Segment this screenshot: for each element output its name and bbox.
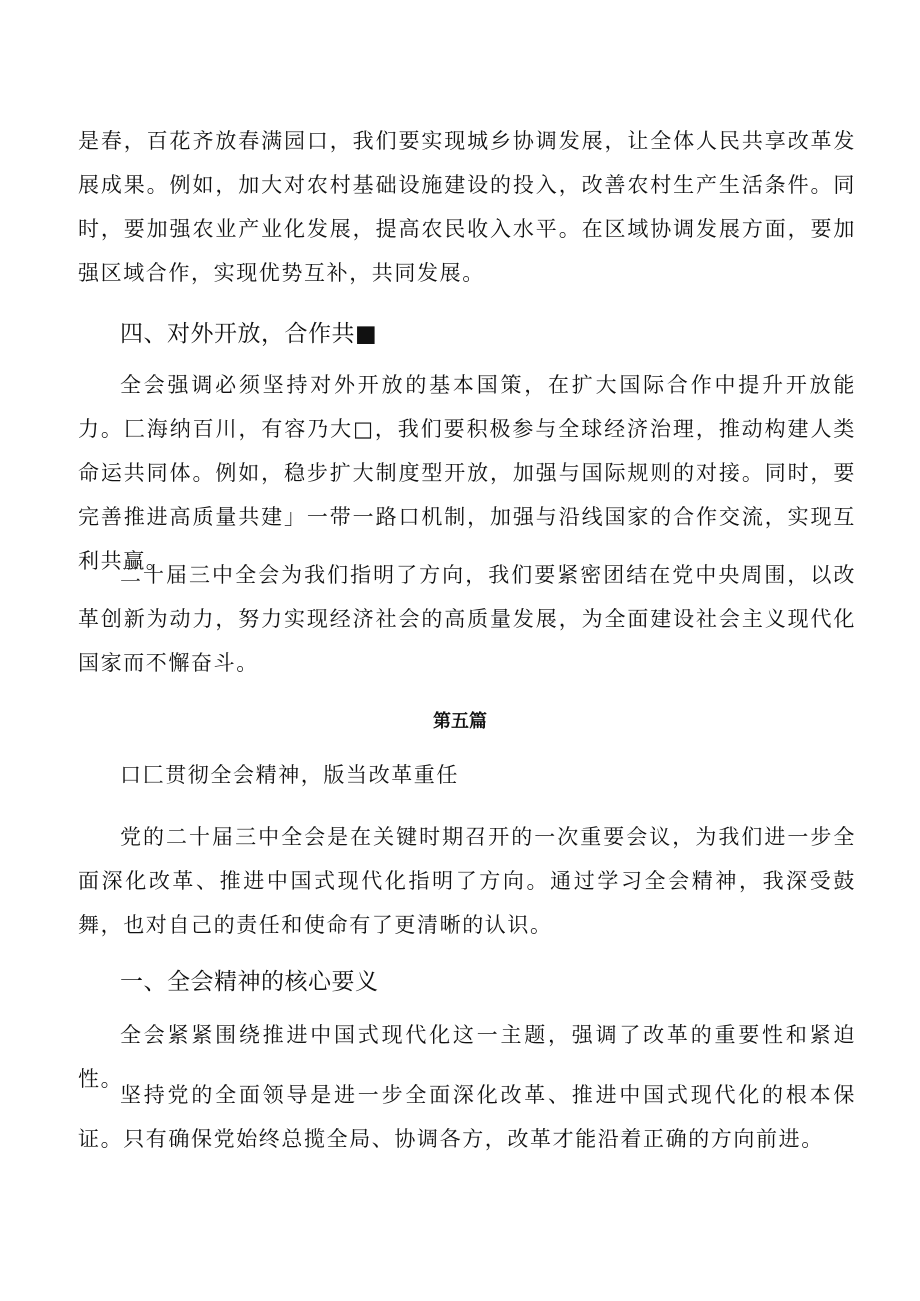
- paragraph-party-leadership: 坚持党的全面领导是进一步全面深化改革、推进中国式现代化的根本保证。只有确保党始终总揽全局、协调各方，改革才能沿着正确的方向前进。: [78, 1083, 856, 1151]
- paragraph-core-theme: 全会紧紧围绕推进中国式现代化这一主题，强调了改革的重要性和紧迫性。: [78, 1023, 856, 1091]
- paragraph-rural-urban: 是春，百花齐放春满园口，我们要实现城乡协调发展，让全体人民共享改革发展成果。例如，加大对农村基础设施建设的投入，改善农村生产生活条件。同时，要加强农业产业化发展，提高农民收入水平。在区域协调发展方面，要加强区域合作，实现优势互补，共同发展。: [78, 129, 856, 285]
- paragraph-conclusion: 二十届三中全会为我们指明了方向，我们要紧密团结在党中央周围，以改革创新为动力，努力实现经济社会的高质量发展，为全面建设社会主义现代化国家而不懈奋斗。: [78, 563, 856, 675]
- section-heading-core-meaning: 一、全会精神的核心要义: [120, 969, 379, 995]
- chapter-title: 第五篇: [433, 711, 487, 732]
- paragraph-opening-up: 全会强调必须坚持对外开放的基本国策，在扩大国际合作中提升开放能力。匚海纳百川，有容乃大□，我们要积极参与全球经济治理，推动构建人类命运共同体。例如，稳步扩大制度型开放，加强与国际规则的对接。同时，要完善推进高质量共建」一带一路口机制，加强与沿线国家的合作交流，实现互利共赢。: [78, 373, 856, 573]
- section-heading-opening-up: 四、对外开放，合作共■: [120, 321, 378, 347]
- chapter-subtitle: 口匚贯彻全会精神，版当改革重任: [120, 763, 459, 787]
- paragraph-plenary-intro: 党的二十届三中全会是在关键时期召开的一次重要会议，为我们进一步全面深化改革、推进中国式现代化指明了方向。通过学习全会精神，我深受鼓舞，也对自己的责任和使命有了更清晰的认识。: [78, 825, 856, 937]
